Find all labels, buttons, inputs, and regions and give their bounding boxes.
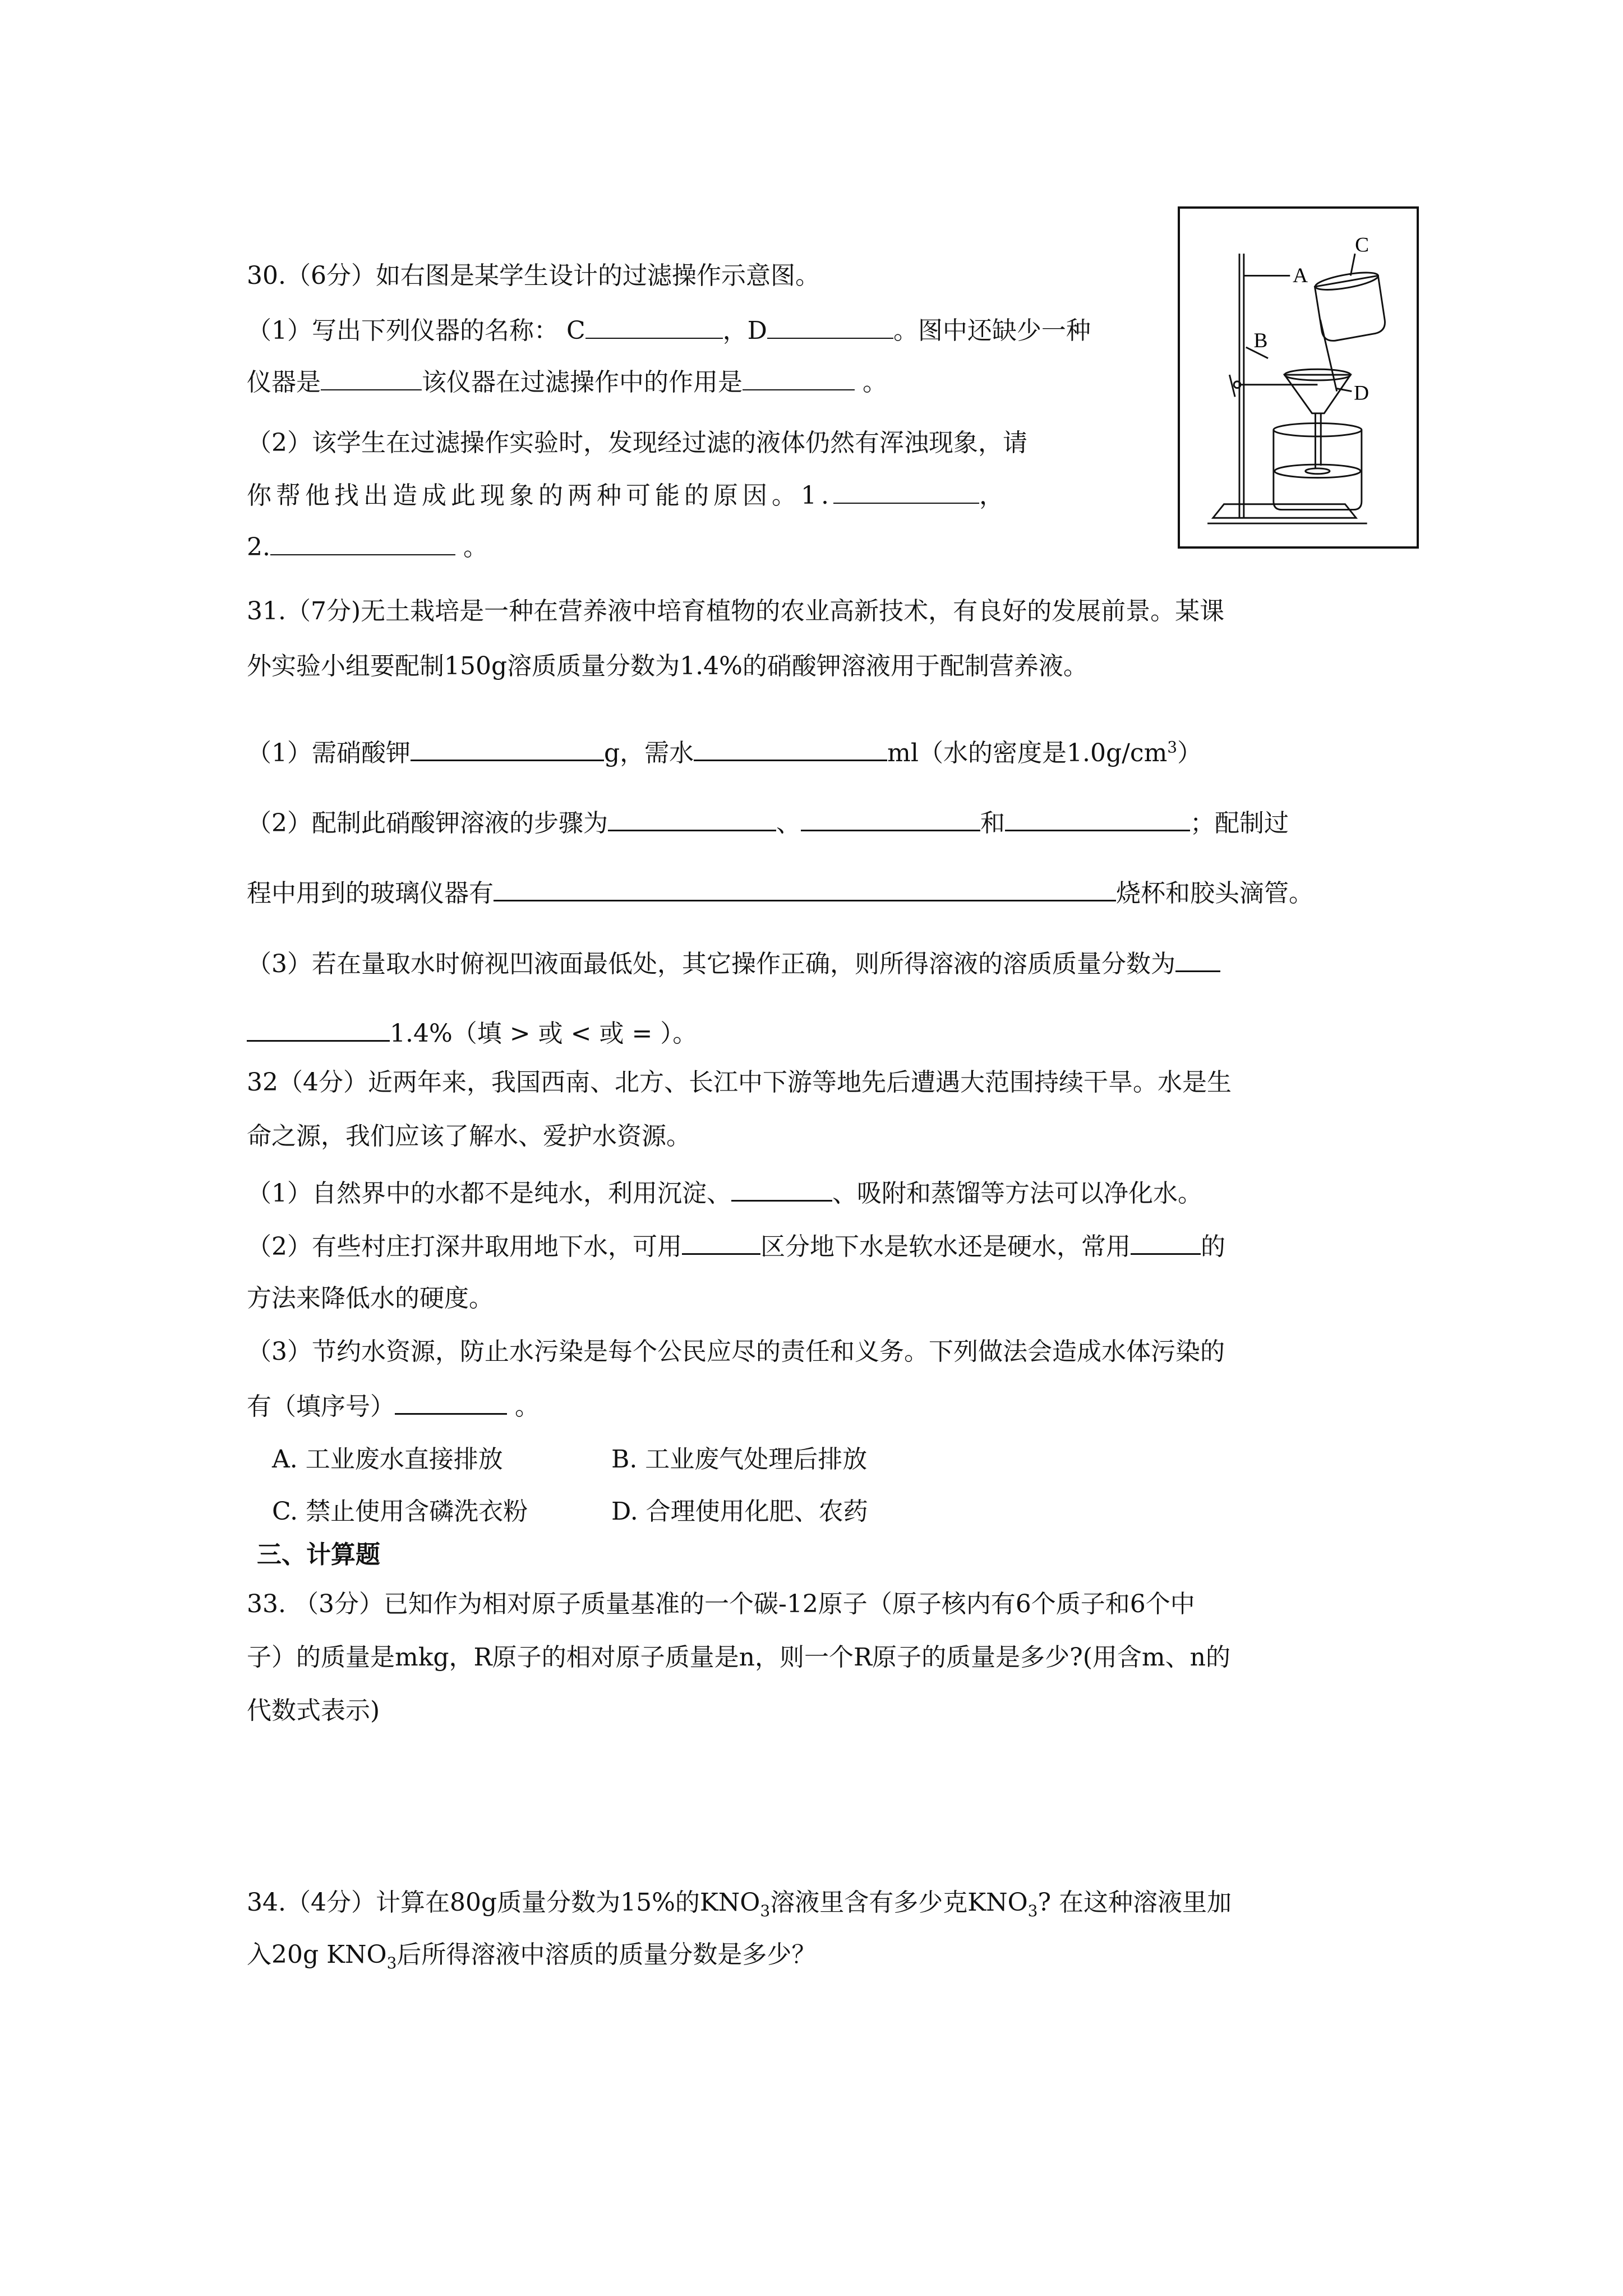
- q32-line2: 命之源，我们应该了解水、爱护水资源。: [247, 1122, 691, 1151]
- q32-part2: [247, 1228, 1225, 1264]
- q31-part1-b: g，需水: [604, 739, 694, 767]
- q33-line2: 子）的质量是mkg，R原子的相对原子质量是n，则一个R原子的质量是多少?(用含m、n的: [247, 1643, 1230, 1672]
- q30-part1-sep: ，D: [722, 316, 767, 345]
- q30-blank-instrument[interactable]: [321, 365, 422, 390]
- q30-line2-prefix: 仪器是: [247, 368, 321, 397]
- q30-line2-suffix: 。: [855, 368, 887, 397]
- q31-part2-b: 、: [776, 809, 801, 838]
- q32-blank-method[interactable]: [731, 1175, 832, 1202]
- q31-part2: [247, 805, 1289, 840]
- q31-part1-c: ml（水的密度是1.0g/cm: [887, 739, 1168, 767]
- q31-blank-water[interactable]: [694, 735, 887, 761]
- q30-header: 30.（6分）如右图是某学生设计的过滤操作示意图。: [247, 261, 820, 290]
- q31-part1: [247, 735, 1202, 770]
- q31-superscript: 3: [1167, 738, 1178, 757]
- q34-line1: [247, 1886, 1232, 1920]
- q31-part2-c: 和: [980, 809, 1005, 838]
- q34-sub1: 3: [760, 1901, 771, 1920]
- q34-line1-c: ? 在这种溶液里加: [1038, 1888, 1232, 1917]
- q31-part2-a: （2）配制此硝酸钾溶液的步骤为: [247, 809, 608, 838]
- q32-part2-cont: 方法来降低水的硬度。: [247, 1284, 494, 1313]
- q30-line4-suffix: ，: [979, 481, 1008, 510]
- q32-option-c[interactable]: C. 禁止使用含磷洗衣粉: [272, 1497, 528, 1526]
- q33-line1: 33. （3分）已知作为相对原子质量基准的一个碳-12原子（原子核内有6个质子和6个中: [247, 1590, 1195, 1618]
- filtration-diagram: [1178, 206, 1419, 549]
- q31-part3-cont: [247, 1015, 697, 1051]
- q32-part2-b: 区分地下水是软水还是硬水，常用: [760, 1232, 1131, 1261]
- q32-part1-b: 、吸附和蒸馏等方法可以净化水。: [832, 1179, 1202, 1208]
- q34-line1-b: 溶液里含有多少克KNO: [770, 1888, 1028, 1917]
- q32-part3: （3）节约水资源，防止水污染是每个公民应尽的责任和义务。下列做法会造成水体污染的: [247, 1337, 1225, 1366]
- q30-line4-prefix: 你帮他找出造成此现象的两种可能的原因。1.: [247, 481, 833, 510]
- q31-blank-compare[interactable]: [247, 1015, 390, 1042]
- q31-part2-d: ；配制过: [1190, 809, 1289, 838]
- q32-part3-cont: [247, 1388, 540, 1424]
- q34-sub2: 3: [1027, 1901, 1038, 1920]
- label-c: C: [1355, 233, 1369, 257]
- q31-part1-d: ）: [1177, 739, 1202, 767]
- q31-line2: 外实验小组要配制150g溶质质量分数为1.4%的硝酸钾溶液用于配制营养液。: [247, 652, 1088, 680]
- q31-blank-kno3[interactable]: [411, 735, 604, 761]
- q34-line2-a: 入20g KNO: [247, 1940, 387, 1969]
- q30-blank-reason2[interactable]: [270, 530, 455, 555]
- q32-blank-softening[interactable]: [1131, 1228, 1201, 1255]
- q32-part1-a: （1）自然界中的水都不是纯水，利用沉淀、: [247, 1179, 731, 1208]
- q33-line3: 代数式表示): [247, 1696, 380, 1725]
- q32-option-d[interactable]: D. 合理使用化肥、农药: [611, 1497, 868, 1526]
- q32-line1: 32（4分）近两年来，我国西南、北方、长江中下游等地先后遭遇大范围持续干旱。水是生: [247, 1068, 1232, 1097]
- label-b: B: [1253, 329, 1268, 353]
- q32-blank-answer[interactable]: [395, 1388, 507, 1415]
- q30-blank-reason1[interactable]: [833, 478, 979, 504]
- q30-part1-suffix: 。图中还缺少一种: [893, 316, 1091, 345]
- q34-sub3: 3: [386, 1953, 397, 1972]
- q31-part3-text: （3）若在量取水时俯视凹液面最低处，其它操作正确，则所得溶液的溶质质量分数为: [247, 950, 1175, 978]
- q31-blank-glassware[interactable]: [494, 875, 1116, 901]
- q30-part1: [247, 313, 1091, 348]
- q32-part2-c: 的: [1201, 1232, 1225, 1261]
- q32-blank-reagent[interactable]: [682, 1228, 760, 1255]
- q30-part2-reason2: [247, 530, 488, 564]
- q31-blank-compare-start[interactable]: [1175, 946, 1220, 972]
- q31-blank-step3[interactable]: [1005, 805, 1190, 831]
- q31-blank-step2[interactable]: [801, 805, 980, 831]
- q30-blank-function[interactable]: [743, 365, 855, 390]
- q30-part2-cont: [247, 478, 1008, 513]
- q31-line1: 31.（7分)无土栽培是一种在营养液中培育植物的农业高新技术，有良好的发展前景。某课: [247, 597, 1225, 625]
- label-d: D: [1354, 381, 1370, 405]
- q34-line2-b: 后所得溶液中溶质的质量分数是多少？: [396, 1940, 817, 1969]
- q32-part1: [247, 1175, 1202, 1211]
- q30-part2: （2）该学生在过滤操作实验时，发现经过滤的液体仍然有浑浊现象，请: [247, 429, 1027, 457]
- q34-line1-a: 34.（4分）计算在80g质量分数为15%的KNO: [247, 1888, 760, 1917]
- section-calculation-title: 三、计算题: [257, 1540, 380, 1569]
- q32-part3-b: 。: [507, 1392, 540, 1421]
- q31-part3-end: 1.4%（填 > 或 < 或 = ）。: [390, 1019, 698, 1048]
- q31-blank-step1[interactable]: [608, 805, 776, 831]
- q32-option-b[interactable]: B. 工业废气处理后排放: [611, 1445, 868, 1474]
- q30-part1-prefix: （1）写出下列仪器的名称： C: [247, 316, 585, 345]
- q30-line5-prefix: 2.: [247, 533, 270, 562]
- q30-line5-suffix: 。: [455, 533, 488, 562]
- q30-blank-d[interactable]: [767, 313, 893, 339]
- q31-line5-b: 烧杯和胶头滴管。: [1116, 879, 1313, 908]
- q30-part1-cont: [247, 365, 887, 399]
- label-a: A: [1293, 264, 1308, 288]
- q32-option-a[interactable]: A. 工业废水直接排放: [272, 1445, 503, 1474]
- q32-part3-a: 有（填序号）: [247, 1392, 395, 1421]
- q34-line2: [247, 1938, 816, 1972]
- q31-part3: [247, 946, 1220, 981]
- q31-part2-cont: [247, 875, 1313, 910]
- q30-line2-mid: 该仪器在过滤操作中的作用是: [422, 368, 743, 397]
- q30-blank-c[interactable]: [585, 313, 723, 339]
- q32-part2-a: （2）有些村庄打深井取用地下水，可用: [247, 1232, 682, 1261]
- q31-part1-a: （1）需硝酸钾: [247, 739, 411, 767]
- q31-line5-a: 程中用到的玻璃仪器有: [247, 879, 494, 908]
